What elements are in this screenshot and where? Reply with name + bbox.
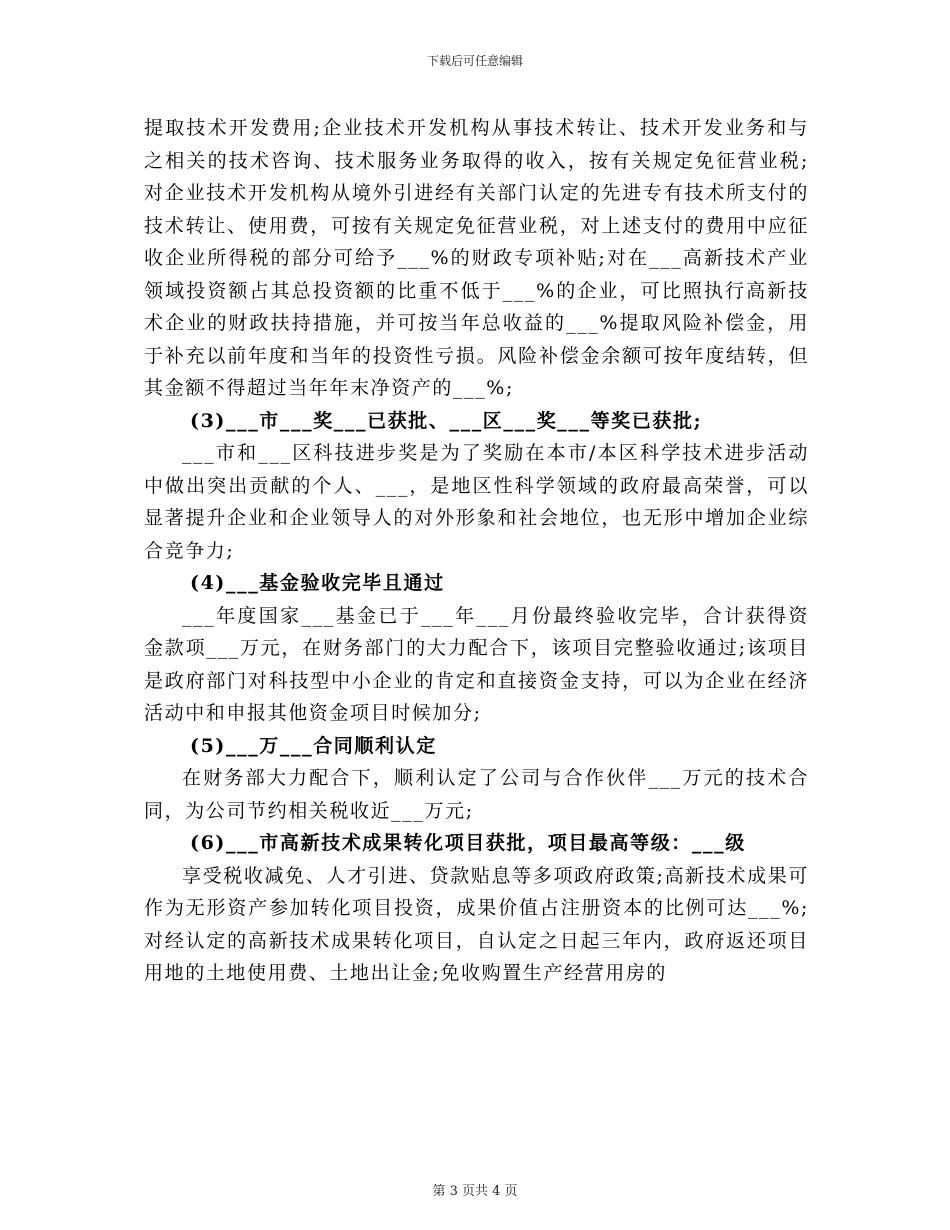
paragraph-contract: 在财务部大力配合下，顺利认定了公司与合作伙伴___万元的技术合同，为公司节约相关税收近___万元; [144,767,809,822]
document-body [144,112,809,990]
section-heading-3: (3)___市___奖___已获批、___区___奖___等奖已获批; [190,409,703,432]
section-heading-6: (6)___市高新技术成果转化项目获批，项目最高等级：___级 [190,832,746,854]
section-heading-5: (5)___万___合同顺利认定 [190,734,437,757]
paragraph-tech-development: 提取技术开发费用;企业技术开发机构从事技术转让、技术开发业务和与之相关的技术咨询、技术服务业务取得的收入，按有关规定免征营业税;对企业技术开发机构从境外引进经有关部门认定的先进专有技术所支付的技术转让、使用费，可按有关规定免征营业税，对上述支付的费用中应征收企业所得税的部分可给予___%的财政专项补贴;对在___高新技术产业领域投资额占其总投资额的比重不低于___%的企业，可比照执行高新技术企业的财政扶持措施，并可按当年总收益的___%提取风险补偿金，用于补充以前年度和当年的投资性亏损。风险补偿金余额可按年度结转，但其金额不得超过当年年末净资产的___%; [144,117,809,399]
paragraph-tech-transfer: 享受税收减免、人才引进、贷款贴息等多项政府政策;高新技术成果可作为无形资产参加转化项目投资，成果价值占注册资本的比例可达___%;对经认定的高新技术成果转化项目，自认定之日起三年内，政府返还项目用地的土地使用费、土地出让金;免收购置生产经营用房的 [144,864,809,984]
page-header: 下载后可任意编辑 [426,54,523,68]
section-heading-4: (4)___基金验收完毕且通过 [190,572,445,594]
paragraph-fund-acceptance: ___年度国家___基金已于___年___月份最终验收完毕，合计获得资金款项___万元，在财务部门的大力配合下，该项目完整验收通过;该项目是政府部门对科技型中小企业的肯定和直接资金支持，可以为企业在经济活动中和申报其他资金项目时候加分; [144,604,809,724]
page-footer: 第 3 页共 4 页 [432,1184,518,1199]
paragraph-science-award: ___市和___区科技进步奖是为了奖励在本市/本区科学技术进步活动中做出突出贡献的个人、___，是地区性科学领域的政府最高荣誉，可以显著提升企业和企业领导人的对外形象和社会地位，也无形中增加企业综合竞争力; [144,442,809,562]
